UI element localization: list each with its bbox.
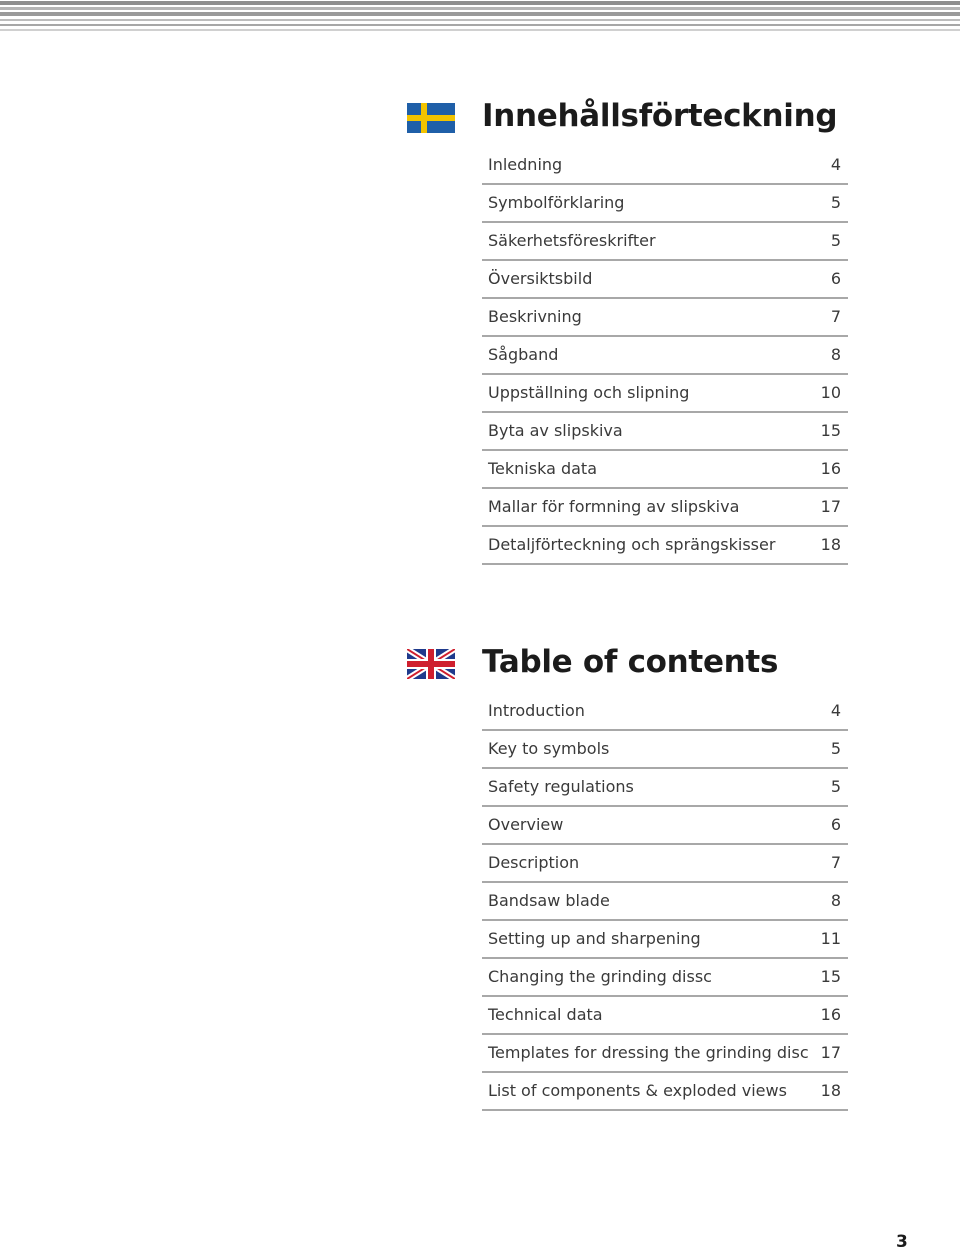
- toc-entry[interactable]: [482, 883, 848, 921]
- toc-entry-title: Overview: [488, 815, 564, 834]
- toc-entry-page: 15: [820, 967, 841, 986]
- toc-entry-page: 6: [830, 815, 841, 834]
- toc-entry[interactable]: [482, 845, 848, 883]
- toc-entry-title: Setting up and sharpening: [488, 929, 701, 948]
- toc-entry[interactable]: [482, 527, 848, 565]
- toc-entry-page: 8: [830, 345, 841, 364]
- toc-entry[interactable]: [482, 997, 848, 1035]
- toc-entry-title: Description: [488, 853, 580, 872]
- toc-entry-page: 17: [820, 497, 841, 516]
- toc-entry[interactable]: [482, 769, 848, 807]
- toc-entry-title: Introduction: [488, 701, 585, 720]
- toc-entry-title: Mallar för formning av slipskiva: [488, 497, 740, 516]
- toc-entry-title: Beskrivning: [488, 307, 582, 326]
- toc-heading-english: Table of contents: [482, 644, 779, 680]
- toc-entry-page: 6: [830, 269, 841, 288]
- toc-entry[interactable]: [482, 921, 848, 959]
- toc-entry-title: Technical data: [488, 1005, 603, 1024]
- toc-entry-title: Symbolförklaring: [488, 193, 625, 212]
- toc-entry-title: Byta av slipskiva: [488, 421, 623, 440]
- toc-entry-page: 7: [830, 853, 841, 872]
- toc-entry-page: 8: [830, 891, 841, 910]
- toc-entry-page: 4: [830, 155, 841, 174]
- toc-entry-page: 16: [820, 459, 841, 478]
- toc-entry-page: 15: [820, 421, 841, 440]
- toc-entry-title: Templates for dressing the grinding disc: [488, 1043, 809, 1062]
- toc-entry-title: Säkerhetsföreskrifter: [488, 231, 656, 250]
- toc-entry[interactable]: [482, 185, 848, 223]
- toc-entry[interactable]: [482, 299, 848, 337]
- toc-entry-page: 4: [830, 701, 841, 720]
- toc-entry[interactable]: [482, 147, 848, 185]
- toc-entry-title: List of components & exploded views: [488, 1081, 787, 1100]
- toc-entry[interactable]: [482, 1073, 848, 1111]
- toc-entry-page: 18: [820, 535, 841, 554]
- toc-entry-page: 16: [820, 1005, 841, 1024]
- toc-entry-title: Tekniska data: [488, 459, 597, 478]
- toc-entry[interactable]: [482, 1035, 848, 1073]
- toc-entry-page: 11: [820, 929, 841, 948]
- toc-entry[interactable]: [482, 451, 848, 489]
- toc-entry-page: 5: [830, 193, 841, 212]
- toc-entry-title: Changing the grinding dissc: [488, 967, 712, 986]
- toc-entry-title: Safety regulations: [488, 777, 634, 796]
- toc-entry[interactable]: [482, 375, 848, 413]
- toc-list-swedish: [482, 147, 848, 565]
- toc-heading-swedish: Innehållsförteckning: [482, 98, 838, 134]
- toc-entry-page: 5: [830, 777, 841, 796]
- toc-entry-page: 18: [820, 1081, 841, 1100]
- sweden-flag-icon: [407, 103, 455, 133]
- uk-flag-icon: [407, 649, 455, 679]
- toc-entry-title: Inledning: [488, 155, 563, 174]
- toc-entry[interactable]: [482, 413, 848, 451]
- toc-entry[interactable]: [482, 693, 848, 731]
- toc-entry-title: Detaljförteckning och sprängskisser: [488, 535, 776, 554]
- toc-entry[interactable]: [482, 807, 848, 845]
- toc-entry-page: 10: [820, 383, 841, 402]
- toc-entry-page: 5: [830, 739, 841, 758]
- toc-entry[interactable]: [482, 223, 848, 261]
- toc-entry-page: 7: [830, 307, 841, 326]
- header-stripe-bar: [0, 0, 960, 32]
- toc-list-english: [482, 693, 848, 1111]
- toc-entry[interactable]: [482, 489, 848, 527]
- toc-entry[interactable]: [482, 959, 848, 997]
- toc-entry-title: Översiktsbild: [488, 269, 593, 288]
- toc-entry-page: 17: [820, 1043, 841, 1062]
- toc-entry-title: Uppställning och slipning: [488, 383, 690, 402]
- toc-entry-title: Sågband: [488, 345, 559, 364]
- toc-entry-title: Bandsaw blade: [488, 891, 610, 910]
- toc-entry-page: 5: [830, 231, 841, 250]
- toc-entry[interactable]: [482, 731, 848, 769]
- toc-entry[interactable]: [482, 337, 848, 375]
- page-number: 3: [896, 1232, 908, 1252]
- toc-entry-title: Key to symbols: [488, 739, 610, 758]
- toc-entry[interactable]: [482, 261, 848, 299]
